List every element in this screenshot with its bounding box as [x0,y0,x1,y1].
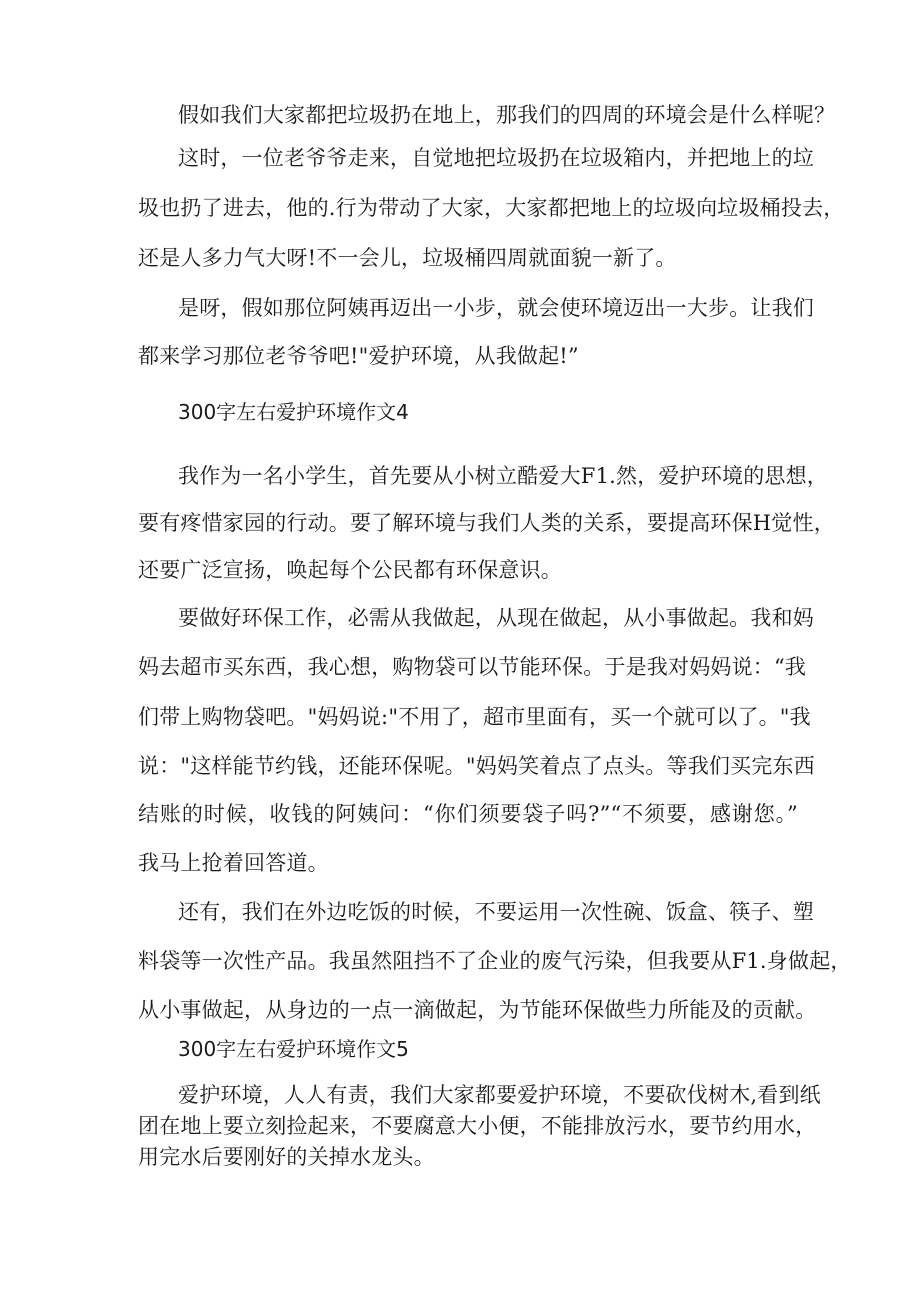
paragraph-4-line-1: 我作为一名小学生，首先要从小树立酷爱大F1.然，爱护环境的思想， [178,464,829,488]
paragraph-5-line-3: 们带上购物袋吧。"妈妈说:"不用了，超市里面有，买一个就可以了。"我 [138,705,811,729]
paragraph-2-line-3: 还是人多力气大呀!不一会儿，垃圾桶四周就面貌一新了。 [138,246,677,270]
paragraph-5-line-6: 我马上抢着回答道。 [138,851,329,875]
paragraph-7-line-2: 团在地上要立刻捡起来，不要腐意大小便，不能排放污水，要节约用水， [138,1114,817,1138]
paragraph-4-line-2: 要有疼惜家园的行动。要了解环境与我们人类的关系，要提高环保H觉性， [138,511,835,535]
paragraph-5-line-2: 妈去超市买东西，我心想，购物袋可以节能环保。于是我对妈妈说：“我 [138,655,807,679]
paragraph-3-line-1: 是呀，假如那位阿姨再迈出一小步，就会使环境迈出一大步。让我们 [178,296,814,320]
paragraph-6-line-2: 料袋等一次性产品。我虽然阻挡不了企业的废气污染，但我要从F1.身做起， [138,949,852,973]
paragraph-7-line-3: 用完水后要刚好的关掉水龙头。 [138,1145,435,1169]
paragraph-6-line-1: 还有，我们在外边吃饭的时候，不要运用一次性碗、饭盒、筷子、塑 [178,900,814,924]
paragraph-7-line-1: 爱护环境，人人有责，我们大家都要爱护环境，不要砍伐树木,看到纸 [178,1083,821,1107]
paragraph-5-line-5: 结账的时候，收钱的阿姨问：“你们须要袋子吗?”“不须要，感谢您。” [138,802,798,826]
paragraph-5-line-4: 说："这样能节约钱，还能环保呢。"妈妈笑着点了点头。等我们买完东西 [138,754,815,778]
paragraph-5-line-1: 要做好环保工作，必需从我做起，从现在做起，从小事做起。我和妈 [178,606,814,630]
section-heading-4: 300字左右爱护环境作文4 [178,400,409,424]
section-heading-5: 300字左右爱护环境作文5 [178,1037,409,1061]
paragraph-4-line-3: 还要广泛宣扬，唤起每个公民都有环保意识。 [138,558,562,582]
paragraph-6-line-3: 从小事做起，从身边的一点一滴做起，为节能环保做些力所能及的贡献。 [138,998,817,1022]
paragraph-2-line-2: 圾也扔了进去，他的.行为带动了大家，大家都把地上的垃圾向垃圾桶投去， [138,196,845,220]
paragraph-3-line-2: 都来学习那位老爷爷吧!"爱护环境，从我做起!” [138,344,579,368]
paragraph-1-line-1: 假如我们大家都把垃圾扔在地上，那我们的四周的环境会是什么样呢？ [178,103,836,127]
paragraph-2-line-1: 这时，一位老爷爷走来，自觉地把垃圾扔在垃圾箱内，并把地上的垃 [178,146,814,170]
